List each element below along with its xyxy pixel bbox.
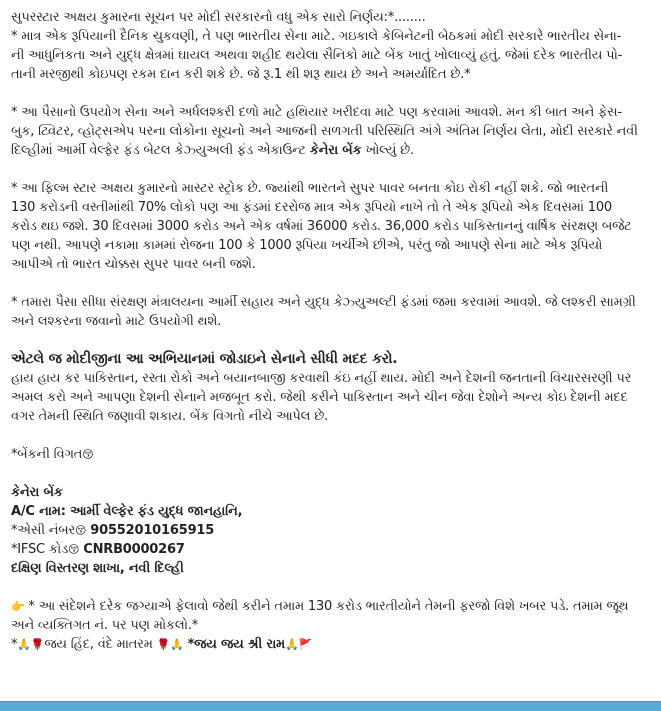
folded-hands-icon: 🙏 [170,638,184,651]
flag-icon: 🚩 [298,638,313,651]
slogan-jai-hind: જય હિંદ, વંદે માતરમ [44,637,157,652]
text-segment: દિલ્હીમાં આર્મી વેલ્ફેર ફંડ બેટલ કેઝ્યુઅલી ફંડ એકાઉન્ટ [11,143,310,158]
text-line: * માત્ર એક રૂપિયાની દૈનિક ચુકવણી, તે પણ ભારતીય સેના માટે. ગઇકાલે કેબિનેટની બેઠકમાં મોદી સરકારે ભારતીય સેના- [11,29,622,44]
rose-icon: 🌹 [156,638,171,651]
bank-details-label-text: *બેંકની વિગત [11,447,83,462]
bank-details-label [11,445,657,464]
text-segment: ખોલ્યું છે. [361,143,414,158]
branch-name: દક્ષિણ વિસ્તરણ શાખા, નવી દિલ્હી [11,561,184,576]
text-line: * આ ફિલ્મ સ્ટાર અક્ષય કુમારનો માસ્ટર સ્ટ્રોક છે. જ્યાંથી ભારતને સુપર પાવર બનતા કોઇ રોકી નહીં શકે. જો ભારતની [11,181,609,196]
closing-block [11,597,657,654]
bank-details-label-row [11,445,657,464]
text-line: હાય હાય કર પાકિસ્તાન, રસ્તા રોકો અને બયાનબાજી કરવાથી કંઇ નહીં થાય. મોદી અને દેશની જનતાની વિચારસરણી પર [11,371,632,386]
folded-hands-icon: 🙏 [17,638,31,651]
slogan-jai-shri-ram: *જય જય શ્રી રામ [187,637,286,652]
account-number-label: *એસી નંબર [11,523,76,538]
text-line [11,141,657,160]
text-line: 130 કરોડની વસ્તીમાંથી 70% લોકો પણ આ ફંડમાં દરરોજ માત્ર એક રૂપિયો નાખે તો તે એક રૂપિયો એક દિવસમાં 100 [11,200,612,215]
paragraph-deposit [11,293,657,331]
paragraph-fund-usage [11,103,657,160]
kiss-emoji-icon: 😚 [68,543,80,556]
text-line: * તમારા પૈસા સીધા સંરક્ષણ મંત્રાલયના આર્મી સહાય અને યુદ્ધ કેઝ્યુઅલ્ટી ફંડમાં જમા કરવામાં આવશે. જે લશ્કરી સામગ્રી [11,295,636,310]
account-name-value: આર્મી વેલ્ફેર ફંડ યુદ્ધ જાનહાનિ, [65,504,243,519]
text-line: અને લશ્કરના જવાનો માટે ઉપયોગી થશે. [11,314,222,329]
text-line: બુક, ટ્વિટર, વ્હોટ્સએપ પરના લોકોના સૂચનો અને આજની સળગતી પરિસ્થિતિ અંગે અંતિમ નિર્ણય લેતા, મોદી સરકારે નવી [11,124,638,139]
rose-icon: 🌹 [30,638,45,651]
account-name-label: A/C નામ: [11,504,66,519]
folded-hands-icon: 🙏 [285,638,299,651]
slogan-prefix: * [11,637,18,652]
account-number-row [11,521,657,540]
text-line: પણ નથી. આપણે નકામા કામમાં રોજના 100 કે 1000 રૂપિયા ખર્ચીએ છીએ, પરંતુ જો આપણે સેના માટે એક રૂપિયો [11,238,603,253]
message-post [11,8,657,654]
ifsc-row [11,540,657,559]
ifsc-value: CNRB0000267 [83,542,185,557]
text-line: ની આધુનિકતા અને યુદ્ધ ક્ષેત્રમાં ઘાયલ અથવા શહીદ થયેલા સૈનિકો માટે બેંક ખાતું ખોલાવ્યું હતું. જેમાં દરેક ભારતીય પો- [11,48,623,63]
bank-name: કેનેરા બેંક [11,485,63,500]
text-line: આપીએ તો ભારત ચોક્કસ સુપર પાવર બની જશે. [11,257,256,272]
text-line: તાની મરજીથી કોઇપણ રકમ દાન કરી શકે છે. જે રૂ.1 થી શરૂ થાય છે અને અમર્યાદિત છે.* [11,67,471,82]
kiss-emoji-icon: 😚 [75,524,87,537]
paragraph-call-to-action [11,350,657,426]
text-line: કરોડ થઇ જશે. 30 દિવસમાં 3000 કરોડ અને એક વર્ષમાં 36000 કરોડ. 36,000 કરોડ પાકિસ્તાનનું વાર્ષિક સંરક્ષણ બજેટ [11,219,632,234]
text-line: અમલ કરો અને આપણા દેશની સેનાને મજબૂત કરો. જેથી કરીને પાકિસ્તાન અને ચીન જેવા દેશોને અન્ય કોઇ દેશની મદદ [11,390,628,405]
kiss-emoji-icon: 😚 [82,448,94,461]
paragraph-intro [11,27,657,84]
text-line: * આ પૈસાનો ઉપયોગ સેના અને અર્ધલશ્કરી દળો માટે હથિયાર ખરીદવા માટે પણ કરવામાં આવશે. મન કી બાત અને ફેસ- [11,105,622,120]
account-name-row [11,502,657,521]
text-line: વગર તેમની સ્થિતિ જણાવી શકાય. બેંક વિગતો નીચે આપેલ છે. [11,409,329,424]
ifsc-label: *IFSC કોડ [11,542,69,557]
text-line: અને વ્યક્તિગત નં. પર પણ મોકલો.* [11,618,199,633]
slogan-line [11,635,657,654]
pointing-hand-icon: 👉 [11,600,25,613]
account-number-value: 90552010165915 [90,523,215,538]
call-to-action-heading: એટલે જ મોદીજીના આ અભિયાનમાં જોડાઇને સેનાને સીધી મદદ કરો. [11,351,398,367]
text-line [11,597,657,616]
paragraph-master-stroke [11,179,657,274]
bank-details-block [11,483,657,578]
post-title: સુપરસ્ટાર અક્ષય કુમારના સૂચન પર મોદી સરકારનો વધુ એક સારો નિર્ણય:*........ [11,10,426,25]
text-segment: * આ સંદેશને દરેક જગ્યાએ ફેલાવો જેથી કરીને તમામ 130 કરોડ ભારતીયોને તેમની ફરજો વિશે ખબર પડે. તમામ જૂથ [24,599,629,614]
bank-name-highlight: કેનેરા બેંક [309,143,362,158]
